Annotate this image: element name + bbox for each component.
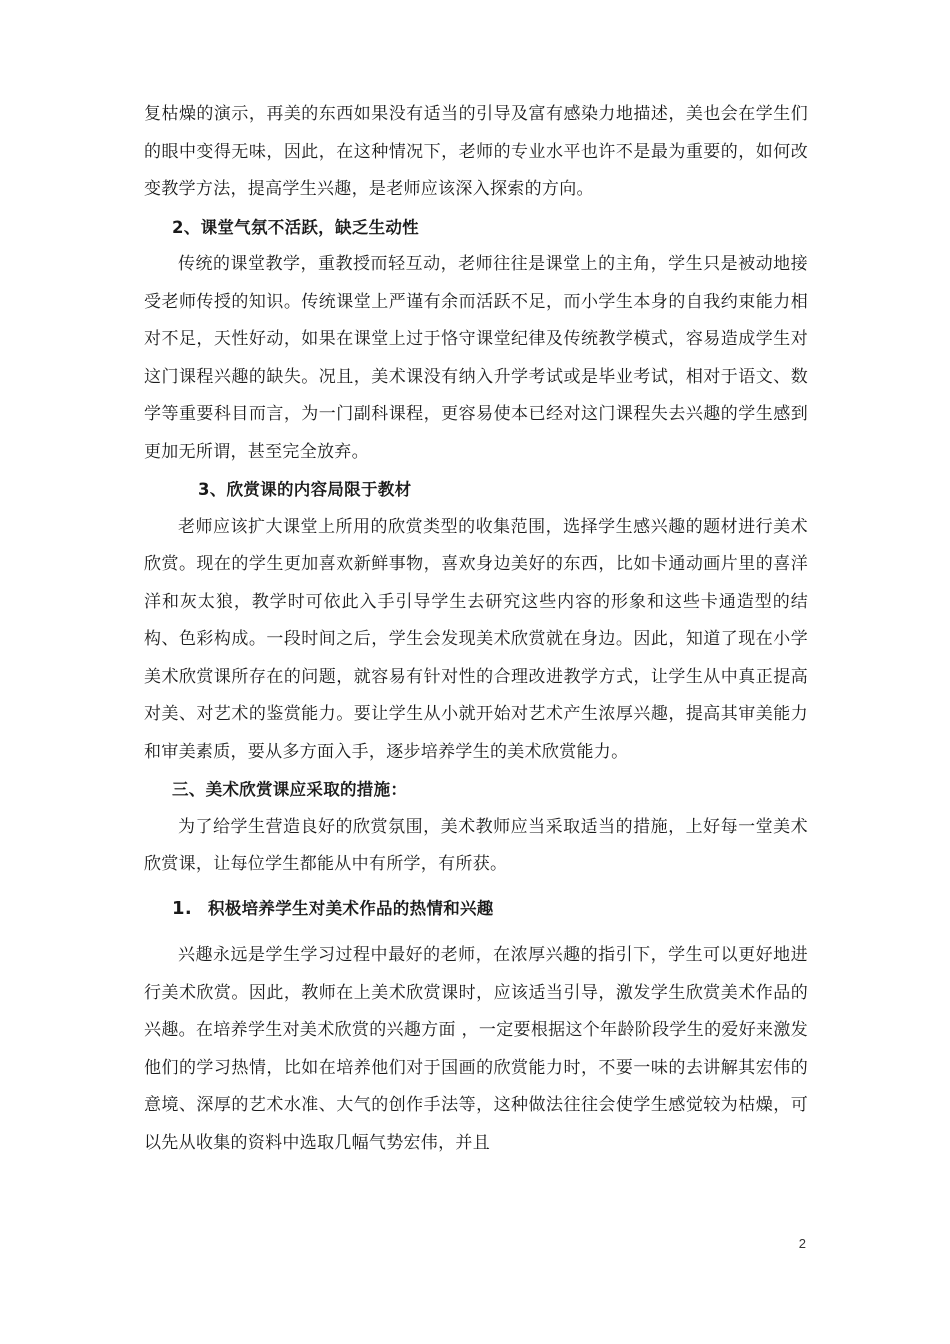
paragraph-interest: 兴趣永远是学生学习过程中最好的老师，在浓厚兴趣的指引下，学生可以更好地进行美术欣赏。因此，教师在上美术欣赏课时，应该适当引导，激发学生欣赏美术作品的兴趣。在培养学生对美术欣赏的兴趣方面 ，一定要根据这个年龄阶段学生的爱好来激发他们的学习热情，比如在培养他们对于国画的欣赏能力时，不要一味的去讲解其宏伟的意境、深厚的艺术水准、大气的创作手法等，这种做法往往会使学生感觉较为枯燥，可以先从收集的资料中选取几幅气势宏伟，并且 bbox=[144, 945, 808, 1153]
paragraph-classroom-atmosphere: 传统的课堂教学，重教授而轻互动，老师往往是课堂上的主角，学生只是被动地接受老师传授的知识。传统课堂上严谨有余而活跃不足，而小学生本身的自我约束能力相对不足，天性好动，如果在课堂上过于恪守课堂纪律及传统教学模式，容易造成学生对这门课程兴趣的缺失。况且，美术课没有纳入升学考试或是毕业考试，相对于语文、数学等重要科目而言，为一门副科课程，更容易使本已经对这门课程失去兴趣的学生感到更加无所谓，甚至完全放弃。 bbox=[144, 254, 808, 462]
numbered-heading-number: 1. bbox=[172, 897, 192, 919]
page-number: 2 bbox=[798, 1236, 806, 1251]
heading-content-limited: 3、欣赏课的内容局限于教材 bbox=[198, 480, 412, 499]
document-body bbox=[144, 96, 808, 1162]
paragraph-measures: 为了给学生营造良好的欣赏氛围，美术教师应当采取适当的措施，上好每一堂美术欣赏课，让每位学生都能从中有所学，有所获。 bbox=[144, 816, 808, 874]
numbered-heading-interest bbox=[144, 890, 808, 928]
numbered-heading-text: 积极培养学生对美术作品的热情和兴趣 bbox=[208, 898, 494, 918]
heading-classroom-atmosphere: 2、课堂气氛不活跃，缺乏生动性 bbox=[172, 217, 419, 237]
paragraph-content-limited: 老师应该扩大课堂上所用的欣赏类型的收集范围，选择学生感兴趣的题材进行美术欣赏。现在的学生更加喜欢新鲜事物，喜欢身边美好的东西，比如卡通动画片里的喜洋洋和灰太狼，教学时可依此入手引导学生去研究这些内容的形象和这些卡通造型的结构、色彩构成。一段时间之后，学生会发现美术欣赏就在身边。因此，知道了现在小学美术欣赏课所存在的问题，就容易有针对性的合理改进教学方式，让学生从中真正提高对美、对艺术的鉴赏能力。要让学生从小就开始对艺术产生浓厚兴趣，提高其审美能力和审美素质，要从多方面入手，逐步培养学生的美术欣赏能力。 bbox=[144, 516, 808, 762]
paragraph-intro: 复枯燥的演示，再美的东西如果没有适当的引导及富有感染力地描述，美也会在学生们的眼中变得无味，因此，在这种情况下，老师的专业水平也许不是最为重要的，如何改变教学方法，提高学生兴趣，是老师应该深入探索的方向。 bbox=[144, 104, 808, 199]
section-heading-measures: 三、美术欣赏课应采取的措施： bbox=[172, 780, 408, 799]
